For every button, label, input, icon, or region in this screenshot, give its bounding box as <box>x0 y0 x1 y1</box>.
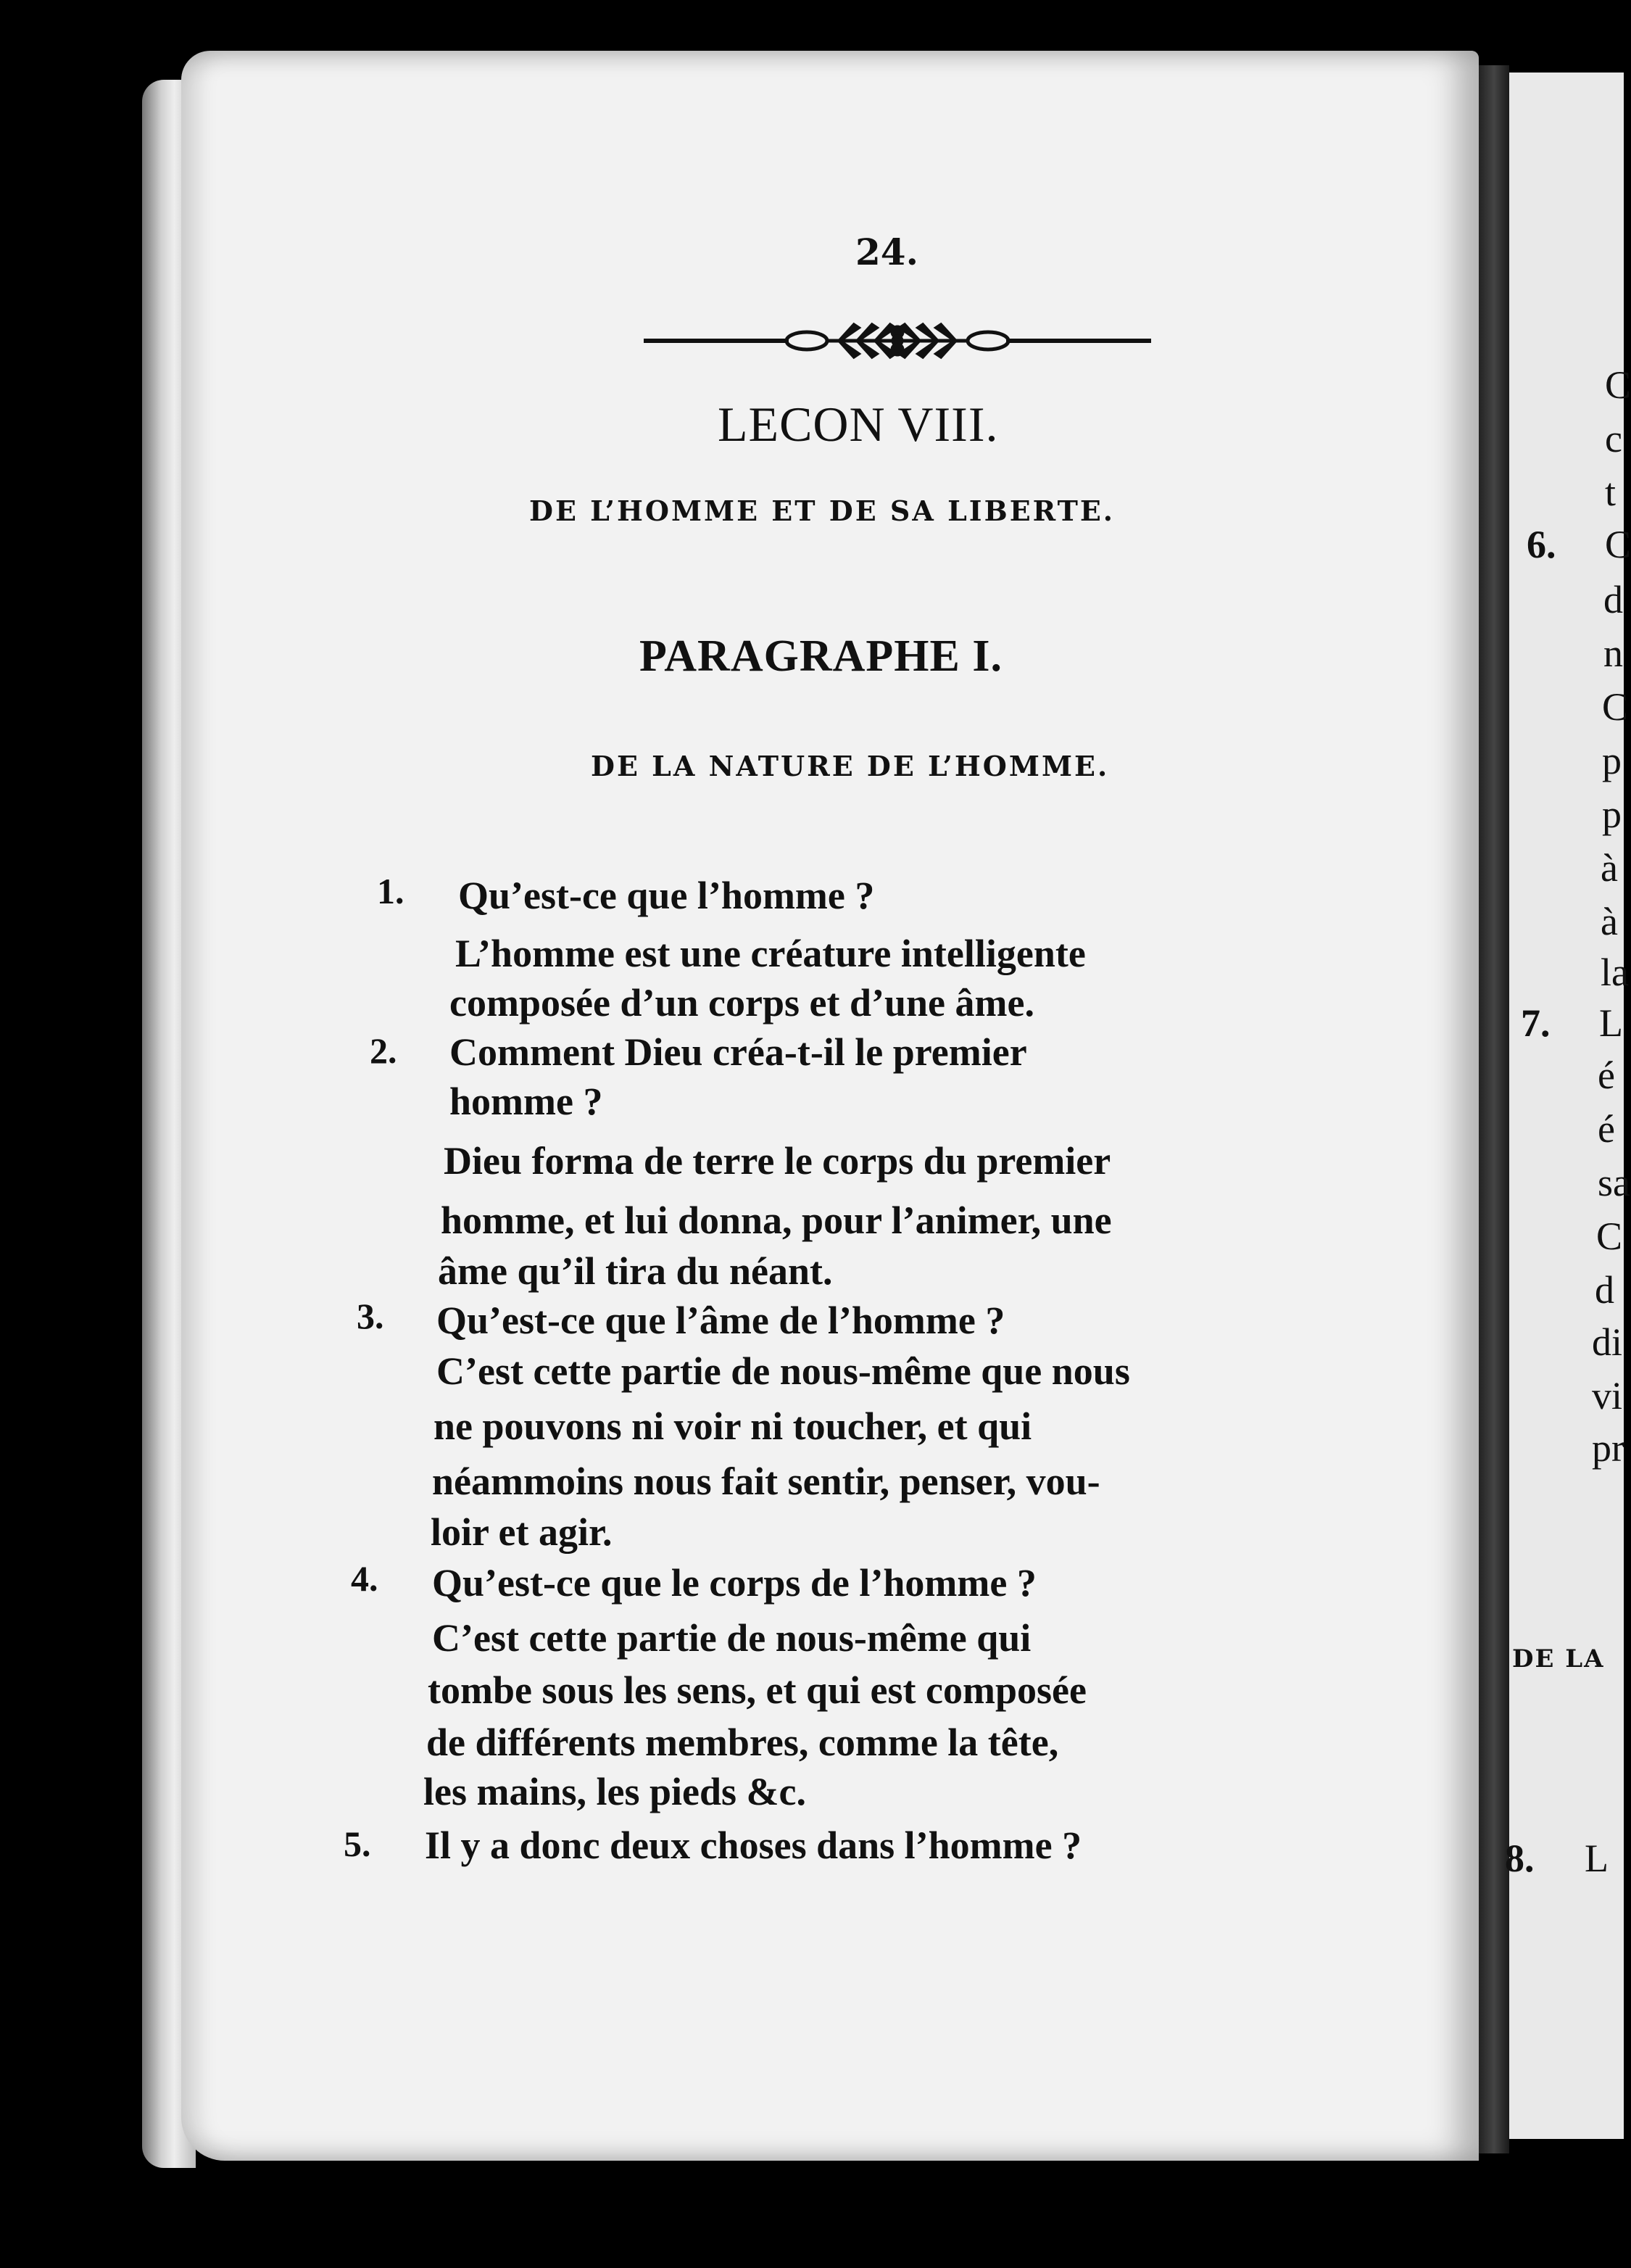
facing-fragment: vi <box>1592 1374 1623 1418</box>
answer-line: L’homme est une créature intelligente <box>455 932 1086 975</box>
page-number: 24. <box>855 231 918 273</box>
facing-fragment: p <box>1602 739 1622 782</box>
facing-fragment: à <box>1601 846 1618 890</box>
question-line: Qu’est-ce que le corps de l’homme ? <box>432 1561 1037 1605</box>
answer-line: tombe sous les sens, et qui est composée <box>428 1668 1087 1712</box>
facing-fragment: é <box>1598 1054 1615 1097</box>
facing-fragment: C <box>1605 523 1631 566</box>
facing-number: 8. <box>1505 1837 1535 1880</box>
item-number: 2. <box>370 1030 397 1071</box>
question-line: Qu’est-ce que l’homme ? <box>458 874 875 917</box>
facing-number: 6. <box>1527 523 1556 566</box>
answer-line: loir et agir. <box>431 1510 613 1554</box>
answer-line: C’est cette partie de nous-même qui <box>432 1616 1032 1660</box>
answer-line: C’est cette partie de nous-même que nous <box>436 1349 1130 1393</box>
facing-fragment: d <box>1603 578 1623 621</box>
question-line: Comment Dieu créa-t-il le premier <box>449 1030 1027 1074</box>
answer-line: de différents membres, comme la tête, <box>426 1721 1059 1764</box>
facing-fragment: la <box>1601 951 1629 994</box>
answer-line: composée d’un corps et d’une âme. <box>449 981 1034 1025</box>
item-number: 3. <box>357 1296 384 1336</box>
lesson-title: LECON VIII. <box>718 397 999 452</box>
item-number: 4. <box>351 1558 378 1599</box>
item-number: 5. <box>344 1824 371 1864</box>
question-line: Il y a donc deux choses dans l’homme ? <box>425 1824 1082 1867</box>
ornament-divider <box>636 312 1158 370</box>
answer-line: âme qu’il tira du néant. <box>438 1249 833 1293</box>
facing-fragment: pr <box>1592 1426 1624 1470</box>
facing-fragment: p <box>1602 792 1622 836</box>
facing-heading-fragment: DE LA <box>1512 1644 1605 1673</box>
facing-fragment: L <box>1585 1837 1609 1880</box>
facing-fragment: c <box>1605 417 1622 460</box>
facing-fragment: à <box>1601 900 1618 943</box>
question-line: homme ? <box>449 1080 603 1123</box>
question-line: Qu’est-ce que l’âme de l’homme ? <box>436 1299 1005 1342</box>
item-number: 1. <box>377 871 404 911</box>
answer-line: néammoins nous fait sentir, penser, vou- <box>432 1460 1100 1503</box>
facing-fragment: di <box>1592 1320 1623 1364</box>
facing-fragment: C <box>1605 363 1631 407</box>
facing-fragment: é <box>1598 1107 1615 1151</box>
facing-fragment: sa <box>1598 1161 1630 1204</box>
facing-fragment: C <box>1596 1214 1623 1258</box>
facing-fragment: C <box>1602 685 1629 729</box>
facing-fragment: d <box>1595 1268 1614 1312</box>
facing-number: 7. <box>1521 1001 1551 1045</box>
answer-line: ne pouvons ni voir ni toucher, et qui <box>433 1404 1032 1448</box>
answer-line: homme, et lui donna, pour l’animer, une <box>441 1199 1112 1242</box>
facing-fragment: t <box>1605 471 1617 514</box>
paragraph-title: PARAGRAPHE I. <box>639 632 1003 681</box>
paragraph-subtitle: DE LA NATURE DE L’HOMME. <box>591 750 1110 782</box>
facing-fragment: n <box>1603 632 1623 675</box>
answer-line: Dieu forma de terre le corps du premier <box>444 1139 1111 1183</box>
lesson-subtitle: DE L’HOMME ET DE SA LIBERTE. <box>529 494 1116 527</box>
answer-line: les mains, les pieds &c. <box>423 1770 807 1813</box>
facing-fragment: L <box>1599 1001 1623 1045</box>
